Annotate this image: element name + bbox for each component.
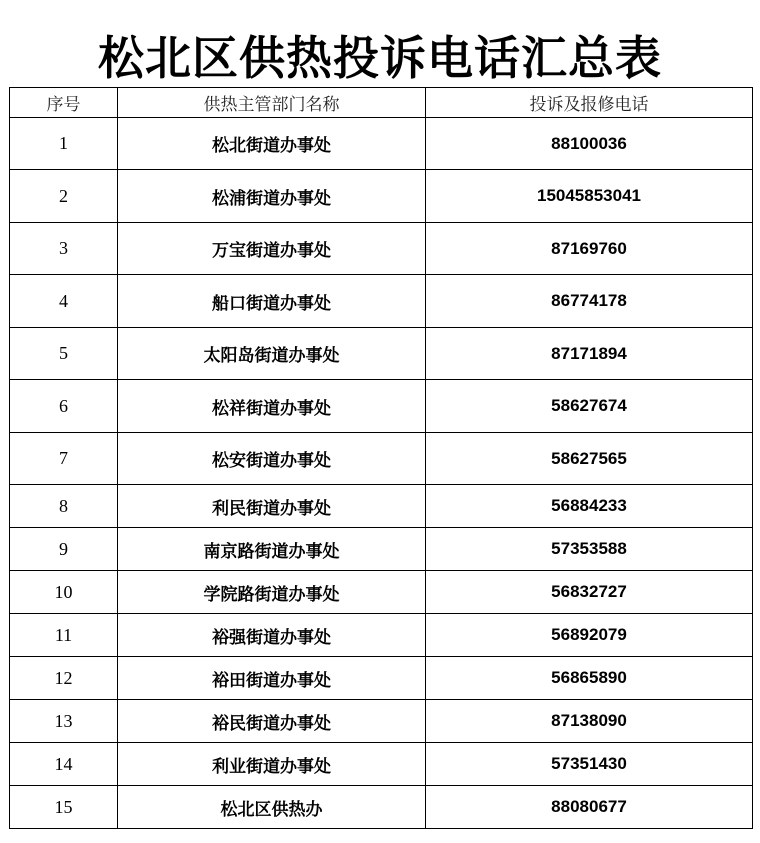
row-serial: 14 [10,743,118,786]
row-phone: 58627565 [426,433,753,485]
page-title: 松北区供热投诉电话汇总表 [98,31,662,85]
row-serial: 8 [10,485,118,528]
complaint-phone-table [9,87,753,829]
table-row [10,170,753,223]
row-serial: 9 [10,528,118,571]
row-phone: 57351430 [426,743,753,786]
row-serial: 2 [10,170,118,223]
row-serial: 4 [10,275,118,328]
row-phone: 57353588 [426,528,753,571]
row-phone: 56832727 [426,571,753,614]
table-row [10,786,753,829]
row-phone: 87138090 [426,700,753,743]
row-serial: 6 [10,380,118,433]
row-phone: 88080677 [426,786,753,829]
row-department: 利民街道办事处 [118,485,426,528]
row-department: 裕田街道办事处 [118,657,426,700]
row-phone: 88100036 [426,118,753,170]
row-department: 裕民街道办事处 [118,700,426,743]
row-department: 松浦街道办事处 [118,170,426,223]
row-department: 学院路街道办事处 [118,571,426,614]
row-serial: 10 [10,571,118,614]
table-row [10,657,753,700]
header-department: 供热主管部门名称 [118,88,426,118]
table-row [10,433,753,485]
row-serial: 1 [10,118,118,170]
row-phone: 56892079 [426,614,753,657]
row-department: 利业街道办事处 [118,743,426,786]
row-department: 太阳岛街道办事处 [118,328,426,380]
row-serial: 7 [10,433,118,485]
row-department: 松北街道办事处 [118,118,426,170]
row-department: 松安街道办事处 [118,433,426,485]
row-department: 船口街道办事处 [118,275,426,328]
table-row [10,380,753,433]
header-phone: 投诉及报修电话 [426,88,753,118]
row-phone: 58627674 [426,380,753,433]
row-department: 南京路街道办事处 [118,528,426,571]
row-department: 松北区供热办 [118,786,426,829]
table-row [10,743,753,786]
row-department: 万宝街道办事处 [118,223,426,275]
table-row [10,485,753,528]
table-row [10,223,753,275]
table-row [10,700,753,743]
row-phone: 87171894 [426,328,753,380]
row-department: 裕强街道办事处 [118,614,426,657]
table-header-row [10,88,753,118]
table-row [10,328,753,380]
table-row [10,571,753,614]
table-row [10,614,753,657]
row-serial: 12 [10,657,118,700]
table-row [10,118,753,170]
row-serial: 11 [10,614,118,657]
table-row [10,528,753,571]
row-serial: 5 [10,328,118,380]
row-phone: 56884233 [426,485,753,528]
row-phone: 56865890 [426,657,753,700]
header-serial: 序号 [10,88,118,118]
row-serial: 13 [10,700,118,743]
row-phone: 87169760 [426,223,753,275]
row-phone: 15045853041 [426,170,753,223]
table-row [10,275,753,328]
row-serial: 3 [10,223,118,275]
row-department: 松祥街道办事处 [118,380,426,433]
row-serial: 15 [10,786,118,829]
row-phone: 86774178 [426,275,753,328]
